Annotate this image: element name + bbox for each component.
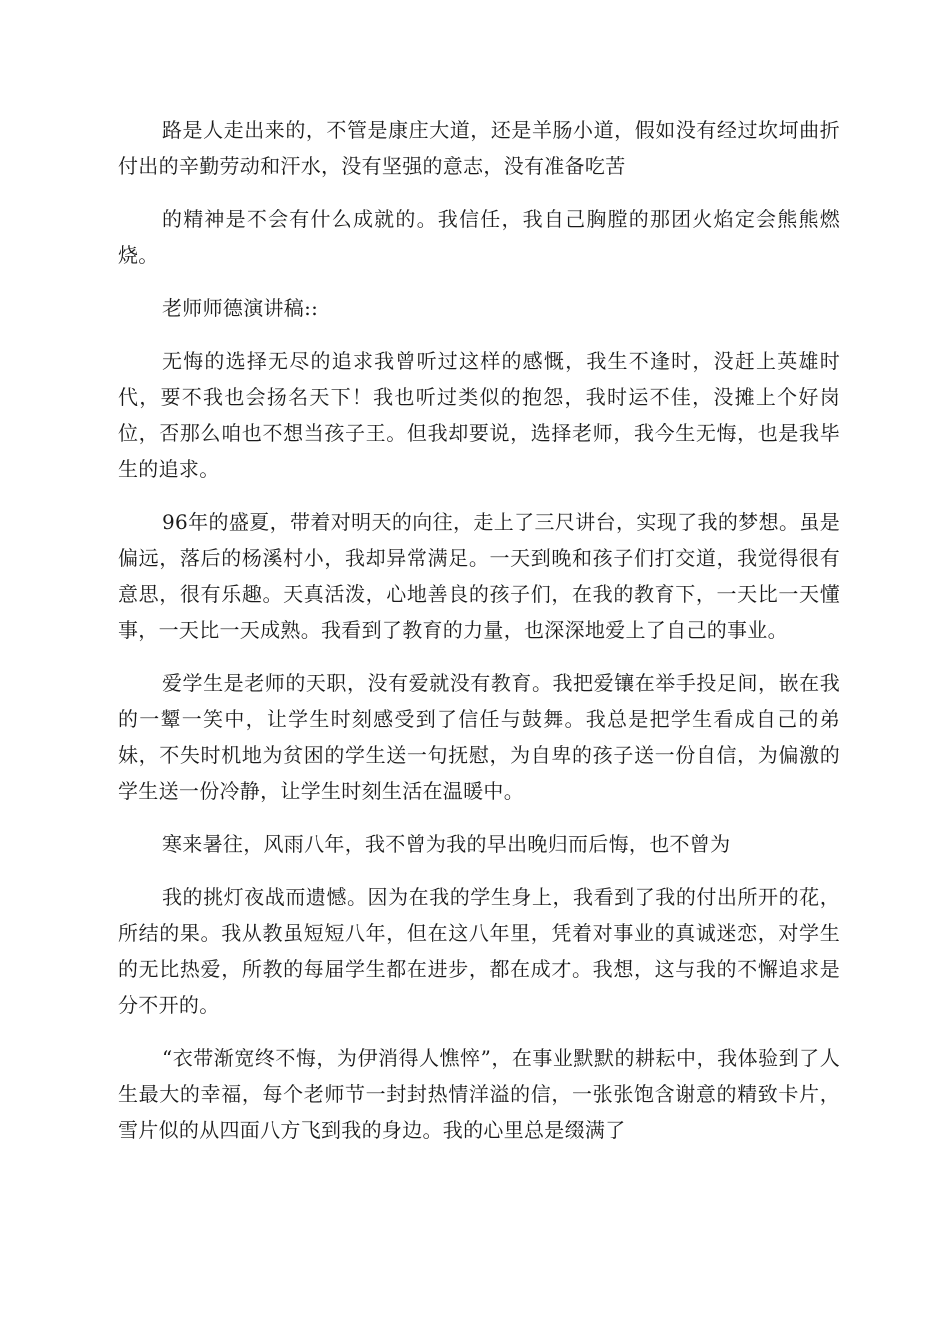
- speech-title: 老师师德演讲稿::: [162, 296, 319, 320]
- paragraph-love-students: 爱学生是老师的天职，没有爱就没有教育。我把爱镶在举手投足间，嵌在我的一颦一笑中，让学生时刻感受到了信任与鼓舞。我总是把学生看成自己的弟妹，不失时机地为贫困的学生送一句抚慰，为自卑的孩子送一份自信，为偏激的学生送一份冷静，让学生时刻生活在温暖中。: [118, 671, 840, 803]
- paragraph-summer-96: 96年的盛夏，带着对明天的向往，走上了三尺讲台，实现了我的梦想。虽是偏远，落后的杨溪村小，我却异常满足。一天到晚和孩子们打交道，我觉得很有意思，很有乐趣。天真活泼，心地善良的孩子们，在我的教育下，一天比一天懂事，一天比一天成熟。我看到了教育的力量，也深深地爱上了自己的事业。: [118, 510, 840, 642]
- paragraph-no-regrets-poem: “衣带渐宽终不悔，为伊消得人憔悴”，在事业默默的耕耘中，我体验到了人生最大的幸福，每个老师节一封封热情洋溢的信，一张张饱含谢意的精致卡片，雪片似的从四面八方飞到我的身边。我的心里总是缀满了: [118, 1046, 840, 1142]
- paragraph-eight-years: 寒来暑往，风雨八年，我不曾为我的早出晚归而后悔，也不曾为: [162, 832, 731, 856]
- paragraph-road-is-walked: 路是人走出来的，不管是康庄大道，还是羊肠小道，假如没有经过坎坷曲折付出的辛勤劳动和汗水，没有坚强的意志，没有准备吃苦: [118, 118, 840, 178]
- paragraph-no-regret-choice: 无悔的选择无尽的追求我曾听过这样的感慨，我生不逢时，没赶上英雄时代，要不我也会扬名天下！我也听过类似的抱怨，我时运不佳，没摊上个好岗位，否那么咱也不想当孩子王。但我却要说，选择老师，我今生无悔，也是我毕生的追求。: [118, 349, 840, 481]
- document-page: [118, 112, 840, 1165]
- paragraph-spirit-of-hardship: 的精神是不会有什么成就的。我信任，我自己胸膛的那团火焰定会熊熊燃烧。: [118, 207, 840, 267]
- paragraph-late-nights: 我的挑灯夜战而遗憾。因为在我的学生身上，我看到了我的付出所开的花，所结的果。我从教虽短短八年，但在这八年里，凭着对事业的真诚迷恋，对学生的无比热爱，所教的每届学生都在进步，都在成才。我想，这与我的不懈追求是分不开的。: [118, 885, 840, 1017]
